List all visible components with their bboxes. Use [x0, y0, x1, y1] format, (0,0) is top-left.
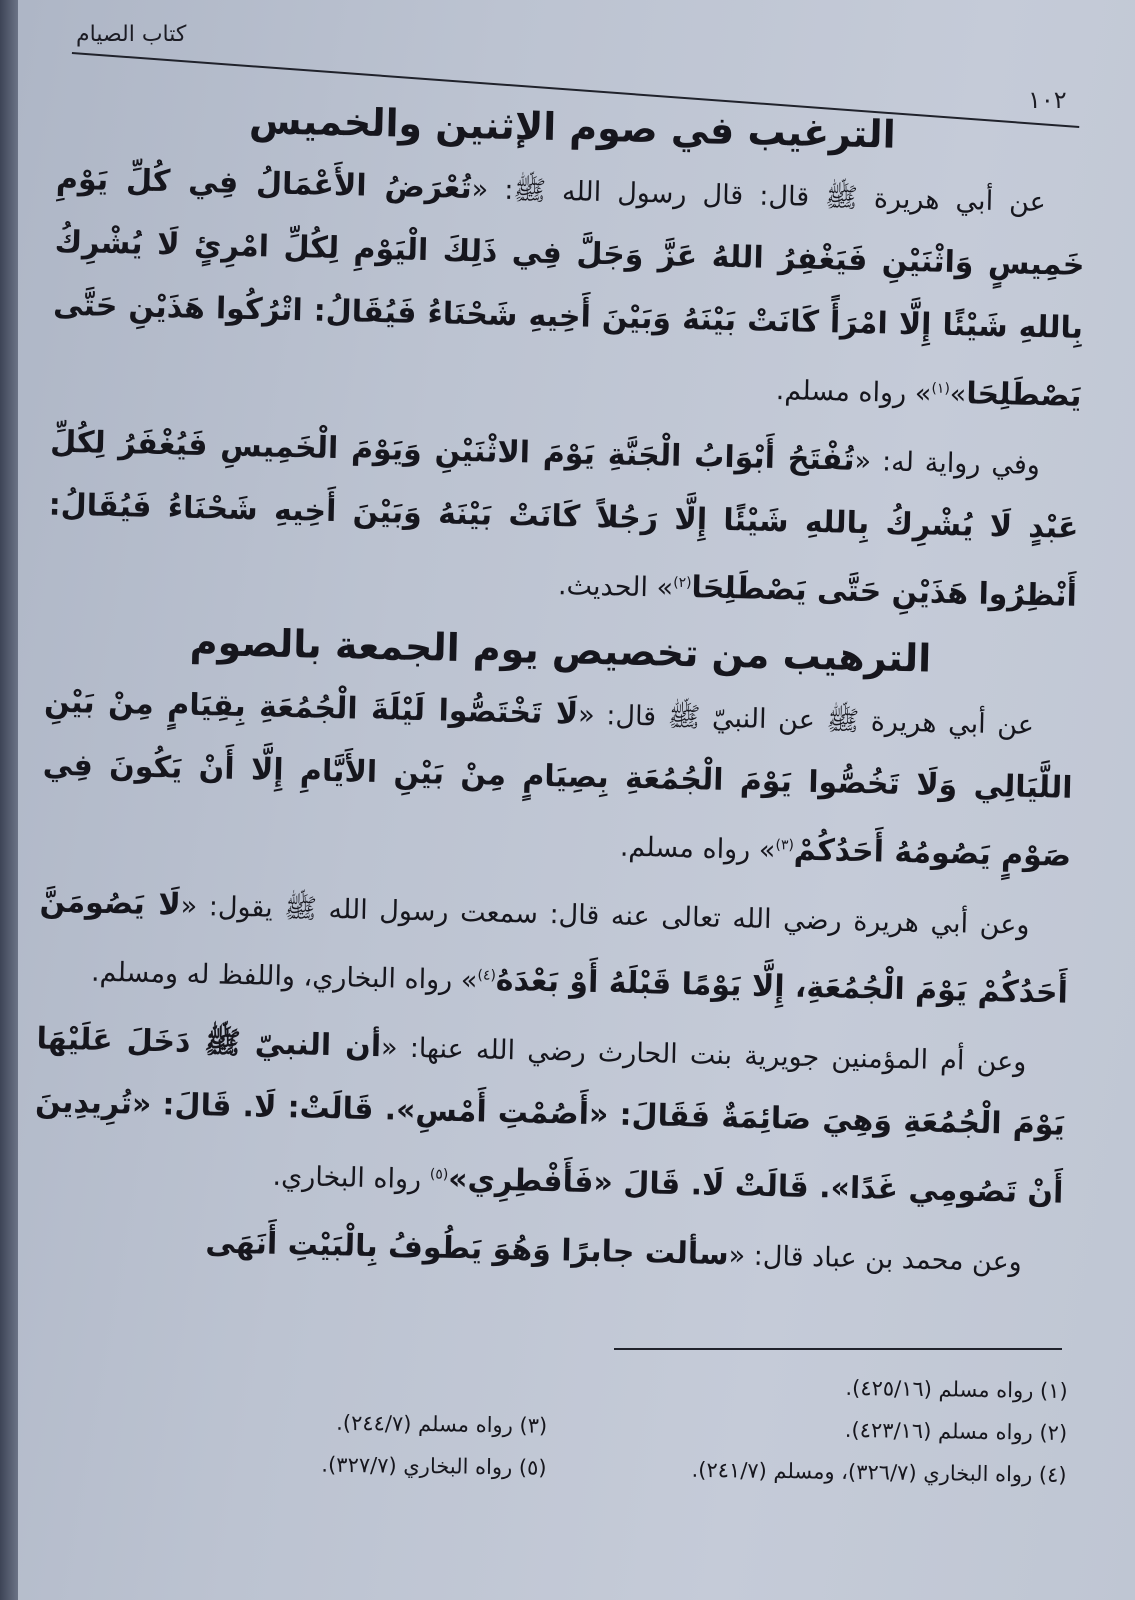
attribution: » رواه مسلم. — [619, 831, 776, 867]
paragraph — [33, 1008, 1067, 1225]
hadith-text: سألت جابرًا وَهُوَ يَطُوفُ بِالْبَيْتِ أَنَهَى — [205, 1225, 730, 1273]
footnotes — [146, 1357, 1068, 1496]
footnote-3: (٣) رواه مسلم (٢٤٤/٧). — [336, 1410, 548, 1438]
attribution: » رواه البخاري، واللفظ له ومسلم. — [90, 956, 478, 997]
main-text — [31, 85, 1088, 1301]
hadith-text: لَا يَصُومَنَّ أَحَدُكُمْ يَوْمَ الْجُمُعَةِ، إِلَّا يَوْمًا قَبْلَهُ أَوْ بَعْدَهُ — [39, 884, 1069, 1011]
page-number: ١٠٢ — [1028, 86, 1067, 114]
narration-intro: وعن أبي هريرة رضي الله تعالى عنه قال: سمعت رسول الله ﷺ يقول: « — [180, 890, 1030, 941]
hadith-text: أن النبيّ ﷺ دَخَلَ عَلَيْهَا يَوْمَ الْجُمُعَةِ وَهِيَ صَائِمَةٌ فَقَالَ: «أَصُمْتِ أَمْسِ». قَالَتْ: لَا. قَالَ: «تُرِيدِينَ أَنْ تَصُومِي غَدًا». قَالَتْ لَا. قَالَ «فَأَفْطِرِي» — [34, 1021, 1066, 1211]
paragraph — [46, 412, 1080, 629]
paragraph — [41, 671, 1075, 888]
narration-intro: عن أبي هريرة ﷺ عن النبيّ ﷺ قال: « — [577, 699, 1035, 741]
closing-quote: » — [949, 378, 967, 411]
footnote-2: (٢) رواه مسلم (٤٢٣/١٦). — [844, 1417, 1068, 1445]
hadith-text: تُعْرَضُ الأَعْمَالُ فِي كُلِّ يَوْمِ خَمِيسٍ وَاثْنَيْنِ فَيَغْفِرُ اللهُ عَزَّ وَجَلَّ فِي ذَلِكَ الْيَوْمِ لِكُلِّ امْرِئٍ لَا يُشْرِكُ بِاللهِ شَيْئًا إِلَّا امْرَأً كَانَتْ بَيْنَهُ وَبَيْنَ أَخِيهِ شَحْنَاءُ فَيُقَالُ: اتْرُكُوا هَذَيْنِ حَتَّى يَصْطَلِحَا — [52, 161, 1085, 414]
attribution: » الحديث. — [557, 570, 674, 604]
hadith-text: تُفْتَحُ أَبْوَابُ الْجَنَّةِ يَوْمَ الاثْنَيْنِ وَيَوْمَ الْخَمِيسِ فَيُغْفَرُ لِكُلِّ عَبْدٍ لَا يُشْرِكُ بِاللهِ شَيْئًا إِلَّا رَجُلاً كَانَتْ بَيْنَهُ وَبَيْنَ أَخِيهِ شَحْنَاءُ فَيُقَالُ: أَنْظِرُوا هَذَيْنِ حَتَّى يَصْطَلِحَا — [48, 424, 1079, 614]
footnote-5: (٥) رواه البخاري (٣٢٧/٧). — [321, 1452, 547, 1480]
footnote-rule — [614, 1348, 1062, 1350]
attribution: » رواه مسلم. — [775, 374, 932, 410]
narration-intro: وعن محمد بن عباد قال: « — [728, 1240, 1023, 1278]
footnote-marker: (١) — [931, 380, 951, 397]
narration-intro: وعن أم المؤمنين جويرية بنت الحارث رضي الله عنها: « — [380, 1032, 1027, 1078]
book-page — [18, 0, 1135, 1600]
attribution: رواه البخاري. — [272, 1160, 431, 1196]
footnote-marker: (٣) — [775, 837, 795, 854]
paragraph — [37, 871, 1070, 1025]
footnote-marker: (٢) — [672, 574, 692, 592]
footnote-1: (١) رواه مسلم (٤٢٥/١٦). — [845, 1375, 1068, 1403]
hadith-text: لَا تَخْتَصُّوا لَيْلَةَ الْجُمُعَةِ بِقِيَامٍ مِنْ بَيْنِ اللَّيَالِي وَلَا تَخُصُّوا يَوْمَ الْجُمُعَةِ بِصِيَامٍ مِنْ بَيْنِ الأَيَّامِ إِلَّا أَنْ يَكُونَ فِي صَوْمٍ يَصُومُهُ أَحَدُكُمْ — [42, 684, 1073, 874]
narration-intro: عن أبي هريرة ﷺ قال: قال رسول الله ﷺ: « — [471, 174, 1047, 219]
section-title-friday-fasting: الترهيب من تخصيص يوم الجمعة بالصوم — [189, 619, 932, 681]
section-title-monday-thursday: الترغيب في صوم الإثنين والخميس — [248, 97, 897, 157]
narration-intro: وفي رواية له: « — [854, 445, 1041, 481]
book-spine-shadow — [0, 0, 18, 1600]
running-title: كتاب الصيام — [76, 22, 187, 47]
footnote-marker: (٤) — [477, 967, 497, 984]
footnote-4: (٤) رواه البخاري (٣٢٦/٧)، ومسلم (٢٤١/٧). — [691, 1457, 1067, 1487]
footnote-marker: (٥) — [429, 1166, 449, 1183]
paragraph — [51, 149, 1087, 429]
